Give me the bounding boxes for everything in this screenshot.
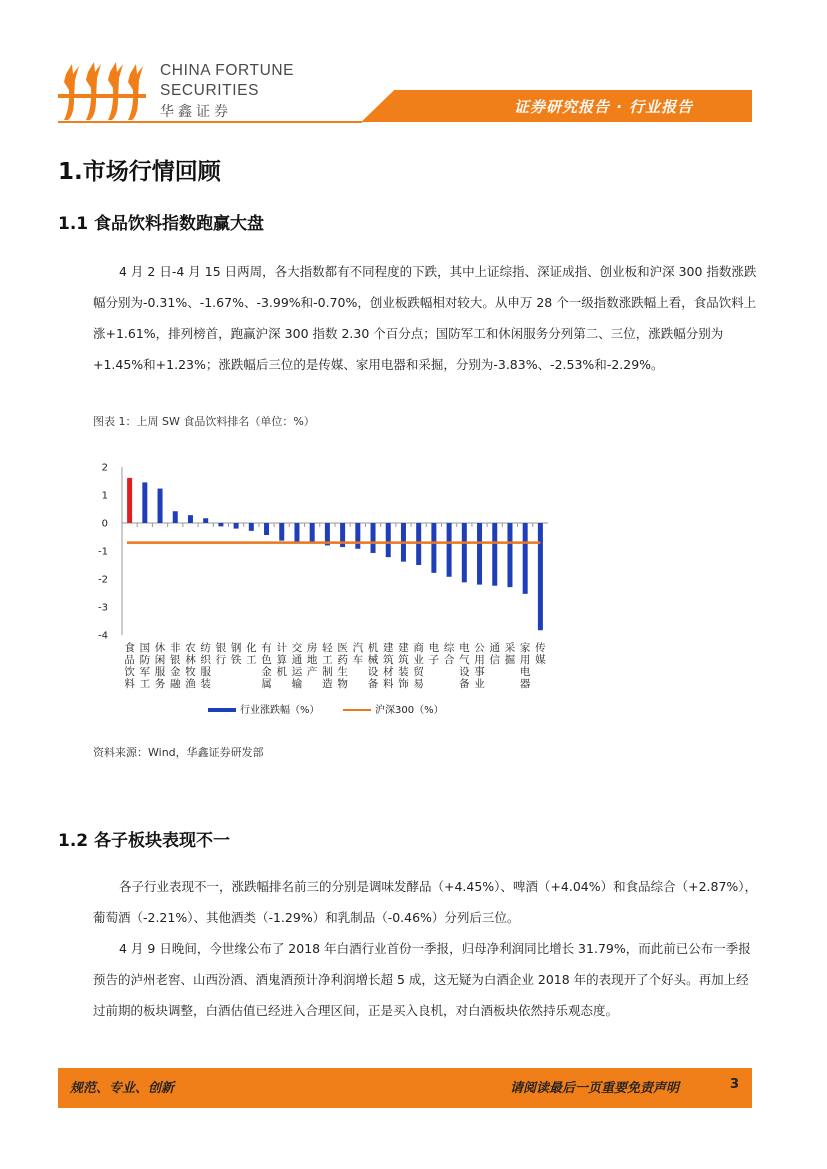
category-label-char: 生: [337, 666, 348, 678]
category-label-char: 纺: [200, 642, 211, 654]
category-label-char: 业: [474, 678, 485, 690]
category-label-char: 医: [337, 642, 348, 654]
category-label-char: 车: [352, 654, 364, 666]
category-label-char: 林: [185, 654, 196, 666]
category-label-char: 电: [459, 642, 470, 654]
bar-有色金属: [264, 523, 269, 535]
y-tick-label: -1: [98, 546, 108, 558]
logo-text-english-1: CHINA FORTUNE: [160, 62, 295, 79]
category-label-char: 工: [246, 654, 257, 666]
legend-label-hs300: 沪深300（%）: [375, 705, 444, 716]
category-label-char: 备: [367, 678, 379, 690]
category-label-char: 产: [306, 666, 318, 678]
category-label-char: 输: [291, 678, 303, 690]
category-label-char: 非: [170, 642, 181, 654]
category-label-char: 造: [322, 678, 333, 690]
y-tick-label: -2: [98, 574, 108, 586]
category-label-char: 机: [367, 642, 379, 654]
bar-非银金融: [173, 511, 178, 523]
category-label-char: 贸: [413, 666, 424, 678]
category-label-char: 食: [124, 642, 135, 654]
category-label-char: 防: [139, 654, 151, 666]
category-label-char: 化: [246, 642, 257, 654]
category-label-char: 制: [322, 666, 333, 678]
bar-国防军工: [142, 482, 147, 523]
y-tick-label: -4: [98, 630, 108, 642]
category-label-char: 地: [306, 654, 318, 666]
category-label-char: 设: [459, 666, 470, 678]
page-number: 3: [730, 1077, 740, 1092]
bar-化工: [249, 523, 254, 531]
category-label-char: 融: [170, 678, 181, 690]
bar-食品饮料: [127, 478, 132, 523]
category-label-char: 易: [413, 678, 424, 690]
logo-text-english-2: SECURITIES: [160, 82, 260, 99]
paragraph-baijiu: [93, 933, 760, 1026]
category-label-char: 建: [383, 642, 394, 654]
bar-计算机: [279, 523, 284, 541]
category-label-char: 用: [474, 654, 485, 666]
category-label-char: 电: [428, 642, 440, 654]
category-label-char: 织: [200, 654, 211, 666]
category-label-char: 饰: [398, 678, 409, 690]
category-label-char: 设: [367, 666, 379, 678]
category-label-char: 牧: [185, 666, 196, 678]
bar-采掘: [507, 523, 512, 587]
bar-通信: [492, 523, 497, 586]
category-label-char: 械: [367, 654, 379, 666]
category-label-char: 电: [519, 666, 531, 678]
category-label-char: 药: [337, 654, 348, 666]
category-label-char: 饮: [124, 666, 135, 678]
category-label-char: 服: [154, 666, 166, 678]
category-label-char: 装: [200, 678, 211, 690]
category-label-char: 计: [276, 642, 287, 654]
category-label-char: 筑: [398, 654, 409, 666]
category-label-char: 筑: [383, 654, 394, 666]
category-label-char: 料: [124, 678, 135, 690]
bar-机械设备: [371, 523, 376, 553]
category-label-char: 休: [154, 642, 166, 654]
category-label-char: 行: [215, 654, 227, 666]
category-label-char: 机: [276, 666, 287, 678]
paragraph-text: 4 月 2 日-4 月 15 日两周，各大指数都有不同程度的下跌，其中上证综指、深证成指、创业板和沪深 300 指数涨跌幅分别为-0.31%、-1.67%、-3.99%和-0.70%，创业板跌幅相对较大。从申万 28 个一级指数涨跌幅上看，食品饮料上涨+1.61%，排列榜首，跑赢沪深 300 指数 2.30 个百分点；国防军工和休闲服务分列第二、三位，涨跌幅分别为+1.45%和+1.23%；涨跌幅后三位的是传媒、家用电器和采掘，分别为-3.83%、-2.53%和-2.29%。: [93, 264, 757, 372]
y-tick-label: 0: [101, 518, 108, 530]
section-heading-1-1: 1.1 食品饮料指数跑赢大盘: [58, 214, 265, 234]
category-label-char: 务: [154, 678, 166, 690]
category-label-char: 交: [291, 642, 303, 654]
paragraph-text: 各子行业表现不一，涨跌幅排名前三的分别是调味发酵品（+4.45%）、啤酒（+4.04%）和食品综合（+2.87%），葡萄酒（-2.21%）、其他酒类（-1.29%）和乳制品（-0.46%）分列后三位。: [93, 879, 758, 925]
category-label-char: 公: [474, 642, 485, 654]
category-label-char: 事: [474, 666, 485, 678]
y-tick-label: 1: [101, 490, 108, 502]
report-type-label: 证券研究报告 · 行业报告: [514, 98, 694, 116]
category-label-char: 物: [337, 678, 348, 690]
category-label-char: 子: [428, 654, 440, 666]
category-label-char: 器: [519, 678, 531, 690]
section-heading-1: 1.市场行情回顾: [58, 159, 221, 185]
category-label-char: 通: [291, 654, 303, 666]
category-label-char: 传: [535, 642, 546, 654]
bar-家用电器: [523, 523, 528, 594]
sw-industry-ranking-chart: [88, 455, 558, 720]
legend-label-industry: 行业涨跌幅（%）: [240, 705, 320, 716]
paragraph-subsector: [93, 871, 760, 933]
category-label-char: 综: [443, 642, 455, 654]
category-label-char: 备: [459, 678, 470, 690]
category-label-char: 运: [291, 666, 303, 678]
category-label-char: 料: [383, 678, 394, 690]
category-label-char: 建: [398, 642, 409, 654]
category-label-char: 媒: [535, 654, 546, 666]
category-label-char: 算: [276, 654, 287, 666]
category-label-char: 服: [200, 666, 211, 678]
category-label-char: 军: [139, 666, 151, 678]
footer-disclaimer-link[interactable]: 请阅读最后一页重要免责声明: [510, 1081, 680, 1096]
category-label-char: 金: [261, 666, 272, 678]
bar-综合: [447, 523, 452, 577]
category-label-char: 工: [322, 654, 333, 666]
bar-纺织服装: [203, 518, 208, 523]
category-label-char: 铁: [230, 654, 242, 666]
category-label-char: 合: [443, 654, 455, 666]
category-label-char: 钢: [230, 642, 242, 654]
bar-休闲服务: [158, 489, 163, 523]
bar-商业贸易: [416, 523, 421, 565]
category-label-char: 品: [124, 654, 135, 666]
category-label-char: 采: [504, 642, 516, 654]
bar-传媒: [538, 523, 543, 630]
category-label-char: 金: [170, 666, 181, 678]
category-label-char: 属: [261, 678, 272, 690]
bar-银行: [218, 523, 223, 526]
bar-电气设备: [462, 523, 467, 582]
logo-text-chinese: 华鑫证券: [160, 104, 232, 120]
y-tick-label: -3: [98, 602, 108, 614]
bar-公用事业: [477, 523, 482, 585]
category-label-char: 信: [489, 654, 500, 666]
category-label-char: 工: [139, 678, 151, 690]
category-label-char: 银: [170, 654, 181, 666]
company-logo-icon: [58, 60, 148, 122]
footer-slogan: 规范、专业、创新: [70, 1081, 175, 1096]
legend-swatch-industry: [208, 708, 236, 712]
figure-caption: 图表 1：上周 SW 食品饮料排名（单位：%）: [93, 415, 315, 428]
category-label-char: 银: [215, 642, 227, 654]
bar-房地产: [310, 523, 315, 543]
bar-交通运输: [294, 523, 299, 542]
category-label-char: 装: [398, 666, 409, 678]
category-label-char: 国: [139, 642, 151, 654]
paragraph-text: 4 月 9 日晚间，今世缘公布了 2018 年白酒行业首份一季报，归母净利润同比增长 31.79%，而此前已公布一季报预告的泸州老窖、山西汾酒、酒鬼酒预计净利润增长超 5 成，这无疑为白酒企业 2018 年的表现开了个好头。再加上经过前期的板块调整，白酒估值已经进入合理区间，正是买入良机，对白酒板块依然持乐观态度。: [93, 941, 751, 1018]
category-label-char: 闲: [154, 654, 166, 666]
bar-汽车: [355, 523, 360, 549]
category-label-char: 商: [413, 642, 424, 654]
paragraph-market-review: [93, 256, 760, 380]
category-label-char: 房: [306, 642, 318, 654]
section-heading-1-2: 1.2 各子板块表现不一: [58, 831, 231, 851]
bar-电子: [431, 523, 436, 573]
bar-钢铁: [234, 523, 239, 529]
category-label-char: 气: [459, 654, 470, 666]
category-label-char: 有: [261, 642, 272, 654]
category-label-char: 材: [383, 666, 394, 678]
category-label-char: 家: [519, 642, 531, 654]
y-tick-label: 2: [101, 462, 108, 474]
category-label-char: 农: [185, 642, 196, 654]
category-label-char: 用: [519, 654, 531, 666]
category-label-char: 业: [413, 654, 424, 666]
category-label-char: 通: [489, 642, 500, 654]
category-label-char: 色: [261, 654, 272, 666]
category-label-char: 轻: [322, 642, 333, 654]
category-label-char: 渔: [185, 678, 196, 690]
bar-建筑材料: [386, 523, 391, 557]
category-label-char: 汽: [352, 642, 364, 654]
bar-农林牧渔: [188, 515, 193, 523]
category-label-char: 掘: [504, 654, 516, 666]
figure-source: 资料来源：Wind，华鑫证券研发部: [93, 746, 264, 759]
